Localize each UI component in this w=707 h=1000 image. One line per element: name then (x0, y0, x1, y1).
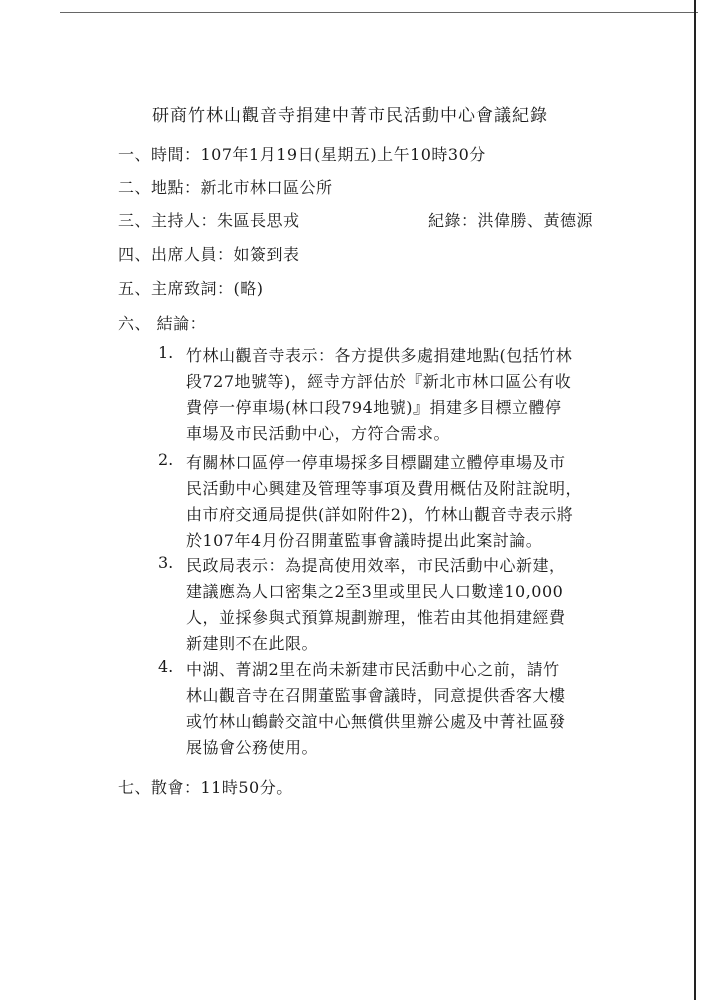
item-line: 中湖、菁湖2里在尚未新建市民活動中心之前，請竹 (186, 660, 560, 679)
scan-edge-right (694, 0, 696, 1000)
item-number: 3. (158, 553, 174, 572)
chair-speech: 五、主席致詞：(略) (118, 279, 264, 298)
item-line: 林山觀音寺在召開董監事會議時，同意提供香客大樓 (186, 686, 566, 705)
meeting-time: 一、時間：107年1月19日(星期五)上午10時30分 (118, 145, 486, 164)
scan-edge-top (60, 12, 698, 13)
item-line: 於107年4月份召開董監事會議時提出此案討論。 (186, 531, 543, 550)
item-line: 人，並採參與式預算規劃辦理，惟若由其他捐建經費 (186, 608, 566, 627)
item-line: 展協會公務使用。 (186, 738, 319, 757)
meeting-recorder: 紀錄：洪偉勝、黃德源 (428, 211, 594, 230)
item-number: 4. (158, 657, 174, 676)
item-number: 2. (158, 450, 174, 469)
item-line: 由市府交通局提供(詳如附件2)，竹林山觀音寺表示將 (186, 505, 574, 524)
item-line: 民活動中心興建及管理等事項及費用概估及附註說明， (186, 479, 583, 498)
item-line: 有關林口區停一停車場採多目標闢建立體停車場及市 (186, 453, 566, 472)
item-line: 新建則不在此限。 (186, 634, 319, 653)
meeting-adjourn: 七、散會：11時50分。 (118, 778, 293, 797)
item-line: 民政局表示：為提高使用效率，市民活動中心新建， (186, 556, 566, 575)
item-line: 費停一停車場(林口段794地號)』捐建多目標立體停 (186, 398, 562, 417)
conclusion-heading: 六、 結論： (118, 314, 207, 333)
item-line: 建議應為人口密集之2至3里或里民人口數達10,000 (186, 582, 564, 601)
meeting-host: 三、主持人：朱區長思戎 (118, 211, 300, 230)
meeting-place: 二、地點：新北市林口區公所 (118, 178, 333, 197)
meeting-attendees: 四、出席人員：如簽到表 (118, 245, 300, 264)
item-line: 段727地號等)，經寺方評估於『新北市林口區公有收 (186, 372, 572, 391)
document-title: 研商竹林山觀音寺捐建中菁市民活動中心會議紀錄 (152, 106, 548, 126)
item-line: 或竹林山鶴齡交誼中心無償供里辦公處及中菁社區發 (186, 712, 566, 731)
item-line: 車場及市民活動中心，方符合需求。 (186, 424, 451, 443)
item-number: 1. (158, 343, 174, 362)
item-line: 竹林山觀音寺表示：各方提供多處捐建地點(包括竹林 (186, 346, 573, 365)
